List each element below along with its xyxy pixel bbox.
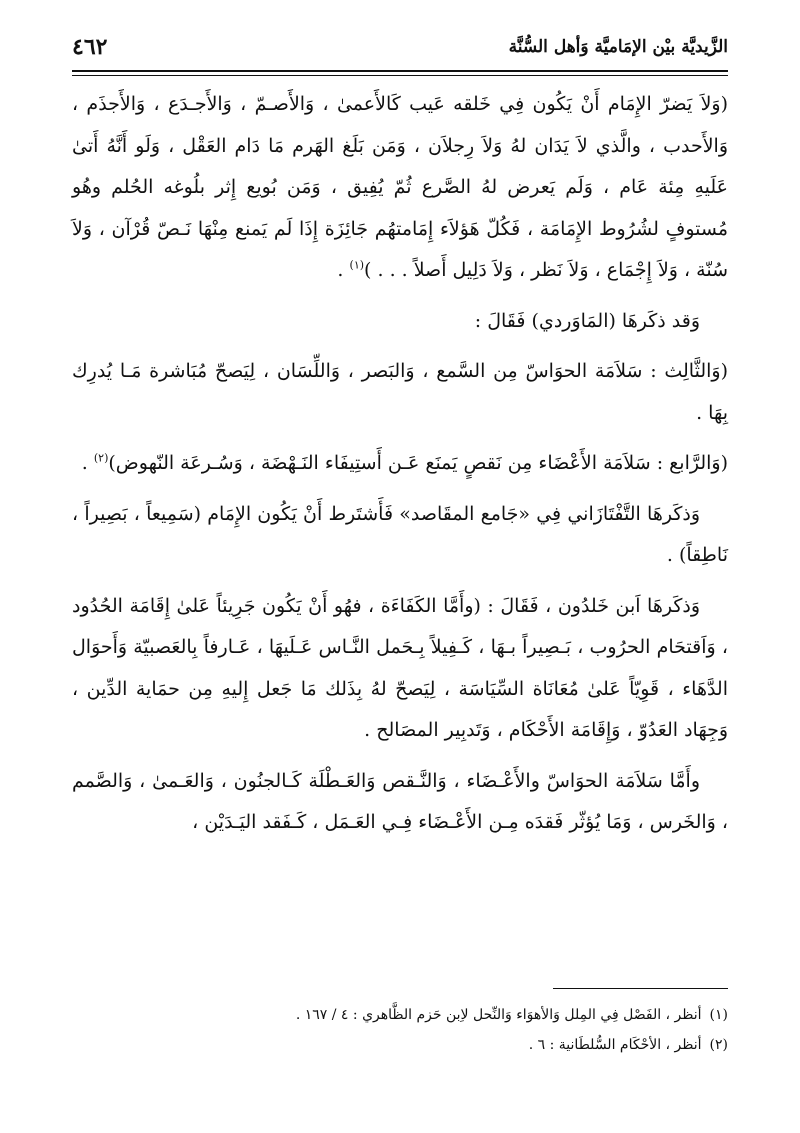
footnote-separator xyxy=(553,988,728,989)
body-text xyxy=(72,84,728,853)
paragraph-fourth-condition: (وَالرَّابع : سَلاَمَة الأَعْضَاء مِن نَقصٍ يَمنَع عَـن أَستِيفَاء النَـهْضَة ، وَسُـرعَة النّهوض)$^{(٢)}$ . xyxy=(81,451,728,474)
footnote-1 xyxy=(72,1000,728,1030)
footnote-ref-1[interactable]: (١) xyxy=(349,258,365,272)
footnote-ref-2[interactable]: (٢) xyxy=(93,451,109,465)
paragraph-taftazani: وَذكَرهَا التَّفْتَازَاني فِي «جَامع المقَاصد» فَأَشتَرط أَنْ يَكُون الإِمَام (سَمِيعاً ، بَصِيراً ، نَاطِقاً) . xyxy=(72,502,728,566)
paragraph-third-condition: (وَالثَّالِث : سَلاَمَة الحوَاسّ مِن السَّمع ، وَالبَصر ، وَاللِّسَان ، لِيَصحّ مُبَاشرة مَـا يُدرِك بِهَا . xyxy=(72,360,728,424)
footnote-text: أنظر ، الأحْكَام السُّلطَانية : ٦ . xyxy=(528,1037,702,1053)
paragraph-ibn-khaldun: وَذكَرهَا اَبن خَلدُون ، فَقَالَ : (وأَمَّا الكَفَاءَة ، فهُو أَنْ يَكُون جَرِيئاً عَلىٰ إِقَامَة الحُدُود ، وَاَقتحَام الحرُوب ، بَـصِيراً بـهَا ، كَـفِيلاً بِـحَمل النَّـاس عَـلَيهَا ، عَـارفاً بِالعَصبيّة وَأَحوَال الدَّهَاء ، قَوِيّاً عَلىٰ مُعَانَاة السِّيَاسَة ، لِيَصحّ لهُ بِذَلك مَا جَعل إِليهِ مِن حمَاية الدِّين ، وَجِهَاد العَدُوّ ، وَإِقَامَة الأَحْكَام ، وَتَدبِير المصَالح . xyxy=(72,594,728,741)
paragraph-mawardi-intro: وَقد ذكَرهَا (المَاوَردي) فَقَالَ : xyxy=(474,309,700,332)
paragraph-senses-soundness: وأَمَّا سَلاَمَة الحوَاسّ والأَعْـضَاء ، وَالنَّـقص وَالعَـطْلَة كَـالجنُون ، وَالعَـمىٰ ، وَالصَّمم ، وَالخَرس ، وَمَا يُؤثّر فَقدَه مِـن الأَعْـضَاء فِـي العَـمَل ، كَـفَقد اليَـدَيْن ، xyxy=(72,769,728,833)
footnote-number: (٢) xyxy=(709,1037,728,1053)
running-header xyxy=(72,26,728,68)
footnotes xyxy=(72,1000,728,1060)
footnote-number: (١) xyxy=(709,1007,728,1023)
paragraph-ibn-hazm-quote: (وَلاَ يَضرّ الإِمَام أَنْ يَكُون فِي خَلقه عَيب كَالأَعمىٰ ، وَالأَصـمّ ، وَالأَجـدَع ، وَالأَجذَم ، وَالأَحدب ، والَّذي لاَ يَدَان لهُ وَلاَ رِجلاَن ، وَمَن بَلَغ الهَرم مَا دَام العَقْل ، وَلَو أَنَّهُ أَتىٰ عَلَيهِ مِئة عَام ، وَلَم يَعرض لهُ الصَّرع ثُمّ يُفِيق ، وَمَن بُويع إِثر بلُوغه الحُلم وهُو مُستوفٍ لشُرُوط الإِمَامَة ، فَكُلّ هَؤلاَء إِمَامتهُم جَائِزَة إِذَا لَم يَمنع مِنْهَا نَـصّ قُرْآن ، وَلاَ سُنّة ، وَلاَ إِجْمَاع ، وَلاَ نَظر ، وَلاَ دَلِيل أَصلاً . . . )$^{(١)}$ . xyxy=(72,93,728,281)
page-number: ٤٦٢ xyxy=(72,34,108,60)
header-rule xyxy=(72,70,728,72)
running-title: الزَّيديَّة بيْن الإمَاميَّة وَأهل السُّنَّة xyxy=(508,37,728,57)
footnote-text: أنظر ، الفَصْل فِي المِلل وَالأهوَاء وَالنِّحل لاِبن حَزم الظَّاهري : ٤ / ١٦٧ . xyxy=(295,1007,702,1023)
footnote-2 xyxy=(72,1030,728,1060)
